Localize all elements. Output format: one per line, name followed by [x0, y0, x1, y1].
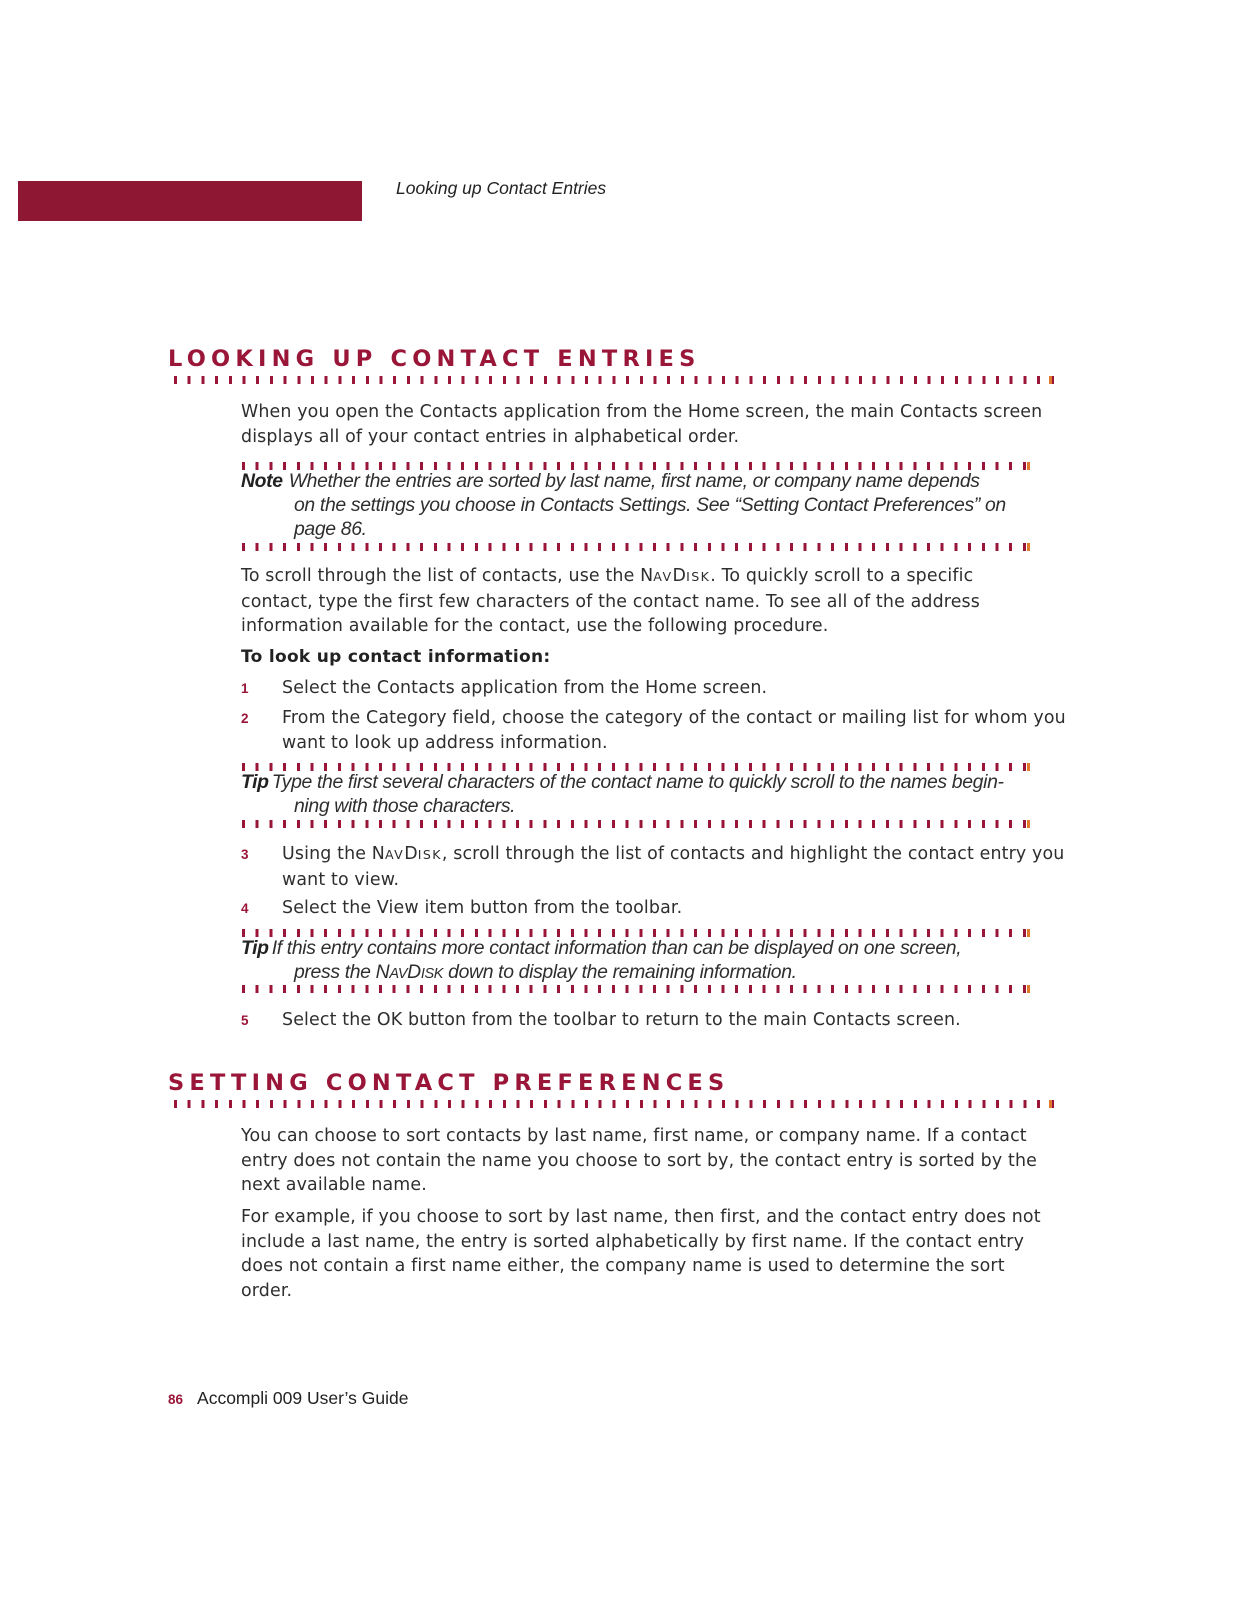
navdisk-n: N: [640, 566, 654, 586]
section-heading-setting-preferences: SETTING CONTACT PREFERENCES: [168, 1070, 730, 1096]
intro-paragraph: When you open the Contacts application from the Home screen, the main Contacts screen displays all of your contact entries in alphabetical order.: [241, 402, 1043, 447]
navdisk-d: D: [407, 961, 421, 983]
tip2-text-start: press the: [294, 961, 376, 983]
heading-rule: [174, 1100, 1054, 1108]
step-number: 1: [241, 681, 249, 696]
step-text: From the Category field, choose the category of the contact or mailing list for whom you want to look up address information.: [282, 708, 1066, 753]
tip-box-1: [241, 770, 1066, 818]
tip-label: Tip: [241, 937, 269, 959]
navdisk-n: N: [375, 961, 390, 983]
running-head: Looking up Contact Entries: [396, 178, 607, 198]
preferences-paragraph-1: You can choose to sort contacts by last name, first name, or company name. If a contact entry does not contain the name you choose to sort by, the contact entry is sorted by the next available name.: [241, 1126, 1037, 1195]
navdisk-n: N: [371, 844, 385, 864]
step-number: 5: [241, 1013, 249, 1028]
preferences-paragraph-2: For example, if you choose to sort by last name, then first, and the contact entry does not include a last name, the entry is sorted alphabetically by first name. If the contact entry does not contain a first name either, the company name is used to determine the sort order.: [241, 1207, 1041, 1301]
navdisk-av: AV: [384, 847, 405, 862]
procedure-heading: To look up contact information:: [241, 647, 551, 667]
navdisk-isk: ISK: [686, 569, 711, 584]
tip-label: Tip: [241, 771, 269, 793]
navdisk-d: D: [404, 844, 418, 864]
tip-rule-bottom: [242, 820, 1032, 828]
scroll-text-end: . To quickly scroll to a specific: [710, 566, 974, 586]
note-rule-bottom: [242, 543, 1032, 551]
note-box: [241, 469, 1066, 541]
navdisk-isk: ISK: [420, 966, 444, 982]
guide-title: Accompli 009 User’s Guide: [197, 1388, 409, 1408]
note-line-3: page 86.: [294, 518, 367, 540]
note-line-2: on the settings you choose in Contacts Settings. See “Setting Contact Preferences” on: [294, 494, 1006, 516]
step-number: 3: [241, 847, 249, 862]
step-2: [241, 706, 1071, 755]
navdisk-isk: ISK: [417, 847, 442, 862]
page-number: 86: [168, 1392, 184, 1407]
note-label: Note: [241, 470, 283, 492]
step-1: [241, 676, 1071, 701]
tip-line-2: ning with those characters.: [294, 795, 516, 817]
tip-line-2: [241, 960, 1066, 986]
step-text: Select the View item button from the toolbar.: [282, 898, 683, 918]
step-number: 4: [241, 901, 249, 916]
step-text: Select the Contacts application from the Home screen.: [282, 678, 768, 698]
header-color-bar: [18, 181, 362, 221]
scroll-paragraph: [241, 564, 1061, 639]
navdisk-d: D: [672, 566, 687, 586]
tip-box-2: [241, 936, 1066, 986]
tip2-text-end: down to display the remaining information.: [443, 961, 797, 983]
step-number: 2: [241, 711, 249, 726]
step-text: Select the OK button from the toolbar to return to the main Contacts screen.: [282, 1010, 961, 1030]
step3-text-end: , scroll through the list of contacts and highlight the contact entry you want to view.: [282, 844, 1065, 890]
scroll-text-start: To scroll through the list of contacts, use the: [241, 566, 641, 586]
navdisk-av: AV: [653, 569, 673, 584]
section-heading-looking-up: LOOKING UP CONTACT ENTRIES: [168, 346, 701, 372]
heading-rule: [174, 376, 1054, 384]
tip-rule-bottom: [242, 985, 1032, 993]
note-line-1: Whether the entries are sorted by last name, first name, or company name depends: [288, 470, 980, 492]
scroll-line-3: information available for the contact, use the following procedure.: [241, 616, 829, 636]
tip-line-1: Type the first several characters of the contact name to quickly scroll to the names begin-: [271, 771, 1004, 793]
step-4: [241, 896, 1071, 921]
step-5: [241, 1008, 1071, 1033]
step-text: [241, 842, 1067, 892]
step-3: [241, 842, 1071, 892]
step3-text-start: Using the: [282, 844, 372, 864]
page-footer: [168, 1388, 408, 1409]
tip-line-1: If this entry contains more contact information than can be displayed on one screen,: [271, 937, 962, 959]
scroll-line-2: contact, type the first few characters of the contact name. To see all of the address: [241, 591, 980, 612]
navdisk-av: AV: [389, 966, 408, 982]
